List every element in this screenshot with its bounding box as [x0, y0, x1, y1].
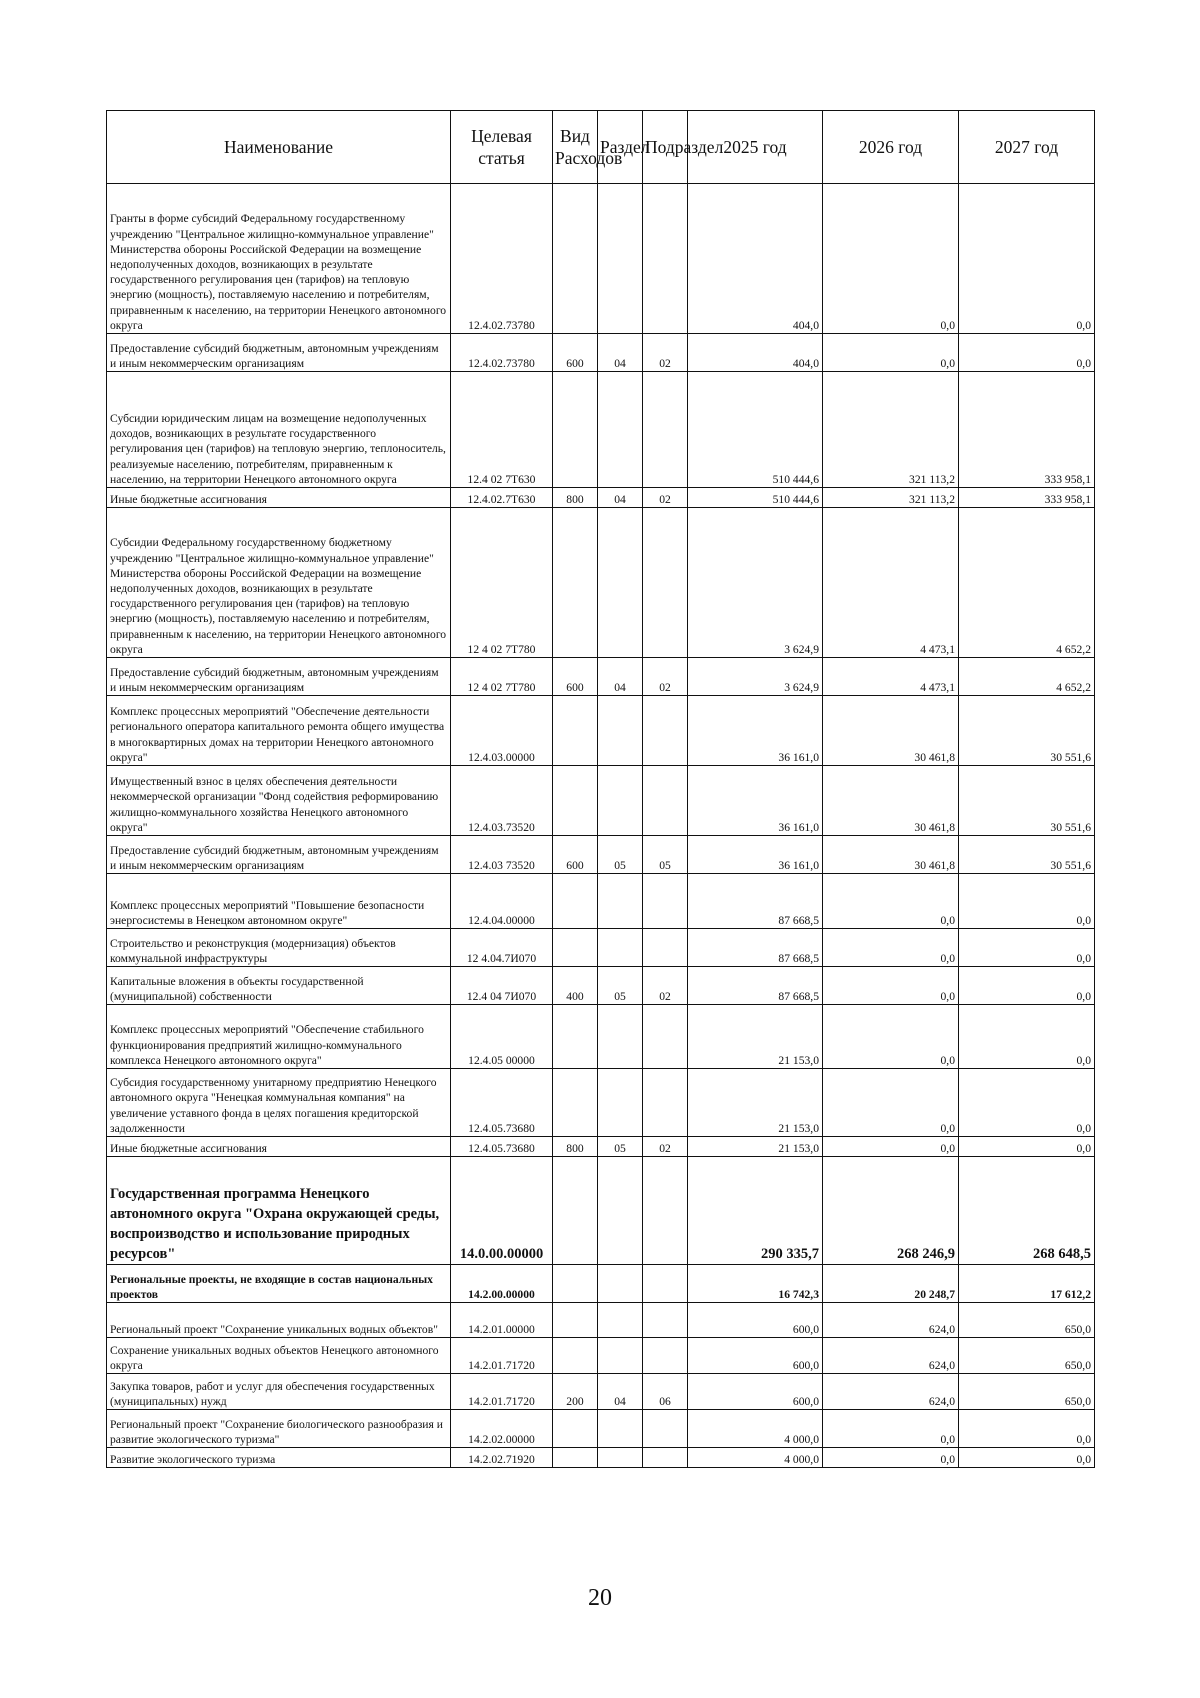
cell-name: Предоставление субсидий бюджетным, автономным учреждениям и иным некоммерческим организациям	[107, 334, 451, 372]
cell-target-article: 12.4.02.73780	[451, 184, 553, 334]
cell-2025: 404,0	[688, 184, 823, 334]
cell-subsection: 02	[643, 334, 688, 372]
cell-target-article: 14.2.01.71720	[451, 1338, 553, 1374]
budget-table	[106, 110, 1095, 1468]
cell-2026: 4 473,1	[823, 508, 959, 658]
cell-2026: 0,0	[823, 967, 959, 1005]
cell-target-article: 12.4.05 00000	[451, 1005, 553, 1069]
cell-section	[598, 1265, 643, 1303]
cell-2025: 3 624,9	[688, 658, 823, 696]
cell-2027: 0,0	[959, 874, 1095, 929]
cell-expense-type	[553, 1448, 598, 1468]
cell-2027: 30 551,6	[959, 766, 1095, 836]
cell-2027: 30 551,6	[959, 696, 1095, 766]
cell-expense-type	[553, 766, 598, 836]
cell-subsection	[643, 696, 688, 766]
table-row	[107, 1005, 1095, 1069]
header-target-article: Целевая статья	[451, 111, 553, 184]
cell-subsection	[643, 1005, 688, 1069]
cell-subsection	[643, 508, 688, 658]
cell-expense-type	[553, 929, 598, 967]
cell-expense-type	[553, 1069, 598, 1137]
cell-2027: 333 958,1	[959, 372, 1095, 488]
table-row	[107, 508, 1095, 658]
cell-name: Комплекс процессных мероприятий "Обеспечение деятельности регионального оператора капитального ремонта общего имущества в многоквартирных домах на территории Ненецкого автономного округа"	[107, 696, 451, 766]
cell-section	[598, 1338, 643, 1374]
cell-section	[598, 1303, 643, 1338]
table-row	[107, 1157, 1095, 1265]
cell-target-article: 14.2.02.00000	[451, 1410, 553, 1448]
page-number: 20	[588, 1585, 612, 1611]
cell-2027: 0,0	[959, 1448, 1095, 1468]
table-row	[107, 836, 1095, 874]
cell-expense-type	[553, 1303, 598, 1338]
cell-2026: 0,0	[823, 1410, 959, 1448]
table-row	[107, 1137, 1095, 1157]
cell-2025: 600,0	[688, 1303, 823, 1338]
cell-2026: 624,0	[823, 1374, 959, 1410]
cell-section	[598, 184, 643, 334]
table-row	[107, 929, 1095, 967]
cell-target-article: 14.0.00.00000	[451, 1157, 553, 1265]
cell-expense-type: 400	[553, 967, 598, 1005]
cell-2027: 0,0	[959, 334, 1095, 372]
cell-section	[598, 696, 643, 766]
cell-subsection: 02	[643, 967, 688, 1005]
cell-2025: 21 153,0	[688, 1137, 823, 1157]
cell-2026: 321 113,2	[823, 372, 959, 488]
cell-2026: 0,0	[823, 929, 959, 967]
table-row	[107, 372, 1095, 488]
cell-expense-type	[553, 1338, 598, 1374]
cell-target-article: 12.4 04 7И070	[451, 967, 553, 1005]
cell-target-article: 12.4.05.73680	[451, 1069, 553, 1137]
cell-2025: 4 000,0	[688, 1410, 823, 1448]
cell-2027: 333 958,1	[959, 488, 1095, 508]
cell-2025: 510 444,6	[688, 372, 823, 488]
cell-name: Региональный проект "Сохранение биологического разнообразия и развитие экологического туризма"	[107, 1410, 451, 1448]
cell-2026: 0,0	[823, 1137, 959, 1157]
cell-expense-type: 600	[553, 334, 598, 372]
cell-name: Капитальные вложения в объекты государственной (муниципальной) собственности	[107, 967, 451, 1005]
cell-expense-type	[553, 1410, 598, 1448]
table-row	[107, 1338, 1095, 1374]
table-row	[107, 1448, 1095, 1468]
table-header-row	[107, 111, 1095, 184]
cell-2027: 0,0	[959, 967, 1095, 1005]
cell-expense-type	[553, 874, 598, 929]
cell-name: Региональные проекты, не входящие в состав национальных проектов	[107, 1265, 451, 1303]
table-row	[107, 1265, 1095, 1303]
cell-expense-type: 600	[553, 836, 598, 874]
table-body	[107, 184, 1095, 1468]
cell-expense-type	[553, 1265, 598, 1303]
cell-target-article: 12.4.03.73520	[451, 766, 553, 836]
cell-2025: 600,0	[688, 1338, 823, 1374]
cell-expense-type: 600	[553, 658, 598, 696]
cell-subsection	[643, 1338, 688, 1374]
cell-name: Региональный проект "Сохранение уникальных водных объектов"	[107, 1303, 451, 1338]
table-row	[107, 1410, 1095, 1448]
cell-2025: 21 153,0	[688, 1069, 823, 1137]
cell-2027: 4 652,2	[959, 658, 1095, 696]
cell-2027: 0,0	[959, 929, 1095, 967]
cell-2026: 321 113,2	[823, 488, 959, 508]
cell-2025: 404,0	[688, 334, 823, 372]
cell-2027: 4 652,2	[959, 508, 1095, 658]
cell-target-article: 12 4 02 7Т780	[451, 508, 553, 658]
cell-section: 05	[598, 1137, 643, 1157]
cell-subsection: 06	[643, 1374, 688, 1410]
cell-section	[598, 1005, 643, 1069]
cell-2027: 650,0	[959, 1338, 1095, 1374]
cell-subsection	[643, 1069, 688, 1137]
cell-name: Иные бюджетные ассигнования	[107, 1137, 451, 1157]
cell-name: Развитие экологического туризма	[107, 1448, 451, 1468]
table-row	[107, 184, 1095, 334]
cell-2025: 87 668,5	[688, 967, 823, 1005]
cell-2027: 650,0	[959, 1303, 1095, 1338]
table-row	[107, 488, 1095, 508]
cell-target-article: 12.4.03.00000	[451, 696, 553, 766]
cell-target-article: 12.4.05.73680	[451, 1137, 553, 1157]
cell-target-article: 14.2.02.71920	[451, 1448, 553, 1468]
cell-name: Закупка товаров, работ и услуг для обеспечения государственных (муниципальных) нужд	[107, 1374, 451, 1410]
cell-section: 05	[598, 836, 643, 874]
cell-2026: 0,0	[823, 1069, 959, 1137]
table-row	[107, 1374, 1095, 1410]
cell-section	[598, 1448, 643, 1468]
cell-section: 04	[598, 658, 643, 696]
cell-name: Сохранение уникальных водных объектов Ненецкого автономного округа	[107, 1338, 451, 1374]
cell-name: Субсидия государственному унитарному предприятию Ненецкого автономного округа "Ненецкая коммунальная компания" на увеличение уставного фонда в целях погашения кредиторской задолженности	[107, 1069, 451, 1137]
cell-subsection	[643, 1410, 688, 1448]
cell-2027: 0,0	[959, 184, 1095, 334]
header-expense-type: Вид Расходов	[553, 111, 598, 184]
cell-expense-type	[553, 508, 598, 658]
cell-subsection	[643, 929, 688, 967]
cell-section	[598, 508, 643, 658]
cell-subsection: 02	[643, 1137, 688, 1157]
cell-name: Предоставление субсидий бюджетным, автономным учреждениям и иным некоммерческим организациям	[107, 658, 451, 696]
cell-target-article: 12 4 02 7Т780	[451, 658, 553, 696]
cell-subsection	[643, 766, 688, 836]
cell-expense-type	[553, 1157, 598, 1265]
cell-name: Комплекс процессных мероприятий "Повышение безопасности энергосистемы в Ненецком автономном округе"	[107, 874, 451, 929]
cell-name: Имущественный взнос в целях обеспечения деятельности некоммерческой организации "Фонд содействия реформированию жилищно-коммунального хозяйства Ненецкого автономного округа"	[107, 766, 451, 836]
cell-2027: 650,0	[959, 1374, 1095, 1410]
cell-target-article: 12.4.02.73780	[451, 334, 553, 372]
cell-subsection: 02	[643, 488, 688, 508]
cell-2025: 21 153,0	[688, 1005, 823, 1069]
cell-2027: 17 612,2	[959, 1265, 1095, 1303]
cell-expense-type	[553, 1005, 598, 1069]
header-name: Наименование	[107, 111, 451, 184]
cell-subsection: 05	[643, 836, 688, 874]
table-row	[107, 334, 1095, 372]
header-section: Раздел	[598, 111, 643, 184]
cell-subsection	[643, 1448, 688, 1468]
cell-2025: 510 444,6	[688, 488, 823, 508]
cell-2025: 87 668,5	[688, 874, 823, 929]
cell-2025: 600,0	[688, 1374, 823, 1410]
cell-subsection	[643, 372, 688, 488]
cell-2027: 30 551,6	[959, 836, 1095, 874]
table-row	[107, 658, 1095, 696]
cell-subsection	[643, 184, 688, 334]
table-row	[107, 696, 1095, 766]
cell-2027: 0,0	[959, 1410, 1095, 1448]
cell-target-article: 12 4.04.7И070	[451, 929, 553, 967]
cell-2025: 36 161,0	[688, 836, 823, 874]
cell-expense-type	[553, 372, 598, 488]
header-2027: 2027 год	[959, 111, 1095, 184]
cell-section	[598, 766, 643, 836]
table-row	[107, 766, 1095, 836]
cell-section	[598, 1069, 643, 1137]
cell-2027: 268 648,5	[959, 1157, 1095, 1265]
header-subsection: Подраздел	[643, 111, 688, 184]
cell-target-article: 14.2.00.00000	[451, 1265, 553, 1303]
cell-2025: 290 335,7	[688, 1157, 823, 1265]
header-2025: 2025 год	[688, 111, 823, 184]
cell-name: Гранты в форме субсидий Федеральному государственному учреждению "Центральное жилищно-коммунальное управление" Министерства обороны Российской Федерации на возмещение недополученных доходов, возникающих в результате государственного регулирования цен (тарифов) на тепловую энергию (мощность), поставляемую населению и потребителям, приравненным к населению, на территории Ненецкого автономного округа	[107, 184, 451, 334]
cell-section	[598, 874, 643, 929]
cell-target-article: 12.4.02.7Т630	[451, 488, 553, 508]
cell-section	[598, 929, 643, 967]
cell-subsection	[643, 1157, 688, 1265]
cell-subsection	[643, 1303, 688, 1338]
cell-expense-type	[553, 696, 598, 766]
cell-2027: 0,0	[959, 1137, 1095, 1157]
cell-2026: 0,0	[823, 874, 959, 929]
cell-subsection: 02	[643, 658, 688, 696]
cell-section: 05	[598, 967, 643, 1005]
cell-target-article: 14.2.01.71720	[451, 1374, 553, 1410]
cell-name: Иные бюджетные ассигнования	[107, 488, 451, 508]
cell-2027: 0,0	[959, 1005, 1095, 1069]
cell-2025: 36 161,0	[688, 696, 823, 766]
header-2026: 2026 год	[823, 111, 959, 184]
cell-2026: 30 461,8	[823, 696, 959, 766]
cell-2026: 20 248,7	[823, 1265, 959, 1303]
cell-2026: 268 246,9	[823, 1157, 959, 1265]
cell-2026: 624,0	[823, 1303, 959, 1338]
cell-target-article: 14.2.01.00000	[451, 1303, 553, 1338]
cell-target-article: 12.4.04.00000	[451, 874, 553, 929]
cell-2026: 0,0	[823, 1005, 959, 1069]
cell-2025: 4 000,0	[688, 1448, 823, 1468]
cell-section	[598, 372, 643, 488]
cell-section	[598, 1410, 643, 1448]
cell-2025: 3 624,9	[688, 508, 823, 658]
table-row	[107, 1303, 1095, 1338]
cell-name: Государственная программа Ненецкого автономного округа "Охрана окружающей среды, воспроизводство и использование природных ресурсов"	[107, 1157, 451, 1265]
cell-subsection	[643, 874, 688, 929]
cell-2026: 0,0	[823, 184, 959, 334]
cell-2026: 4 473,1	[823, 658, 959, 696]
cell-name: Комплекс процессных мероприятий "Обеспечение стабильного функционирования предприятий жилищно-коммунального комплекса Ненецкого автономного округа"	[107, 1005, 451, 1069]
cell-2026: 0,0	[823, 334, 959, 372]
cell-section: 04	[598, 488, 643, 508]
cell-2026: 30 461,8	[823, 836, 959, 874]
cell-2025: 36 161,0	[688, 766, 823, 836]
cell-2026: 624,0	[823, 1338, 959, 1374]
cell-expense-type: 200	[553, 1374, 598, 1410]
cell-subsection	[643, 1265, 688, 1303]
cell-name: Субсидии юридическим лицам на возмещение недополученных доходов, возникающих в результате государственного регулирования цен (тарифов) на тепловую энергию, теплоноситель, реализуемые населению, потребителям, приравненным к населению, на территории Ненецкого автономного округа	[107, 372, 451, 488]
cell-name: Строительство и реконструкция (модернизация) объектов коммунальной инфраструктуры	[107, 929, 451, 967]
table-row	[107, 874, 1095, 929]
cell-name: Предоставление субсидий бюджетным, автономным учреждениям и иным некоммерческим организациям	[107, 836, 451, 874]
cell-2025: 87 668,5	[688, 929, 823, 967]
cell-target-article: 12.4 02 7Т630	[451, 372, 553, 488]
cell-2027: 0,0	[959, 1069, 1095, 1137]
cell-section	[598, 1157, 643, 1265]
cell-name: Субсидии Федеральному государственному бюджетному учреждению "Центральное жилищно-коммунальное управление" Министерства обороны Российской Федерации на возмещение недополученных доходов, возникающих в результате государственного регулирования цен (тарифов) на тепловую энергию (мощность), поставляемую населению и потребителям, приравненным к населению, на территории Ненецкого автономного округа	[107, 508, 451, 658]
cell-target-article: 12.4.03 73520	[451, 836, 553, 874]
cell-expense-type: 800	[553, 488, 598, 508]
cell-section: 04	[598, 334, 643, 372]
cell-expense-type: 800	[553, 1137, 598, 1157]
cell-2025: 16 742,3	[688, 1265, 823, 1303]
cell-expense-type	[553, 184, 598, 334]
table-row	[107, 1069, 1095, 1137]
cell-section: 04	[598, 1374, 643, 1410]
cell-2026: 0,0	[823, 1448, 959, 1468]
table-row	[107, 967, 1095, 1005]
cell-2026: 30 461,8	[823, 766, 959, 836]
